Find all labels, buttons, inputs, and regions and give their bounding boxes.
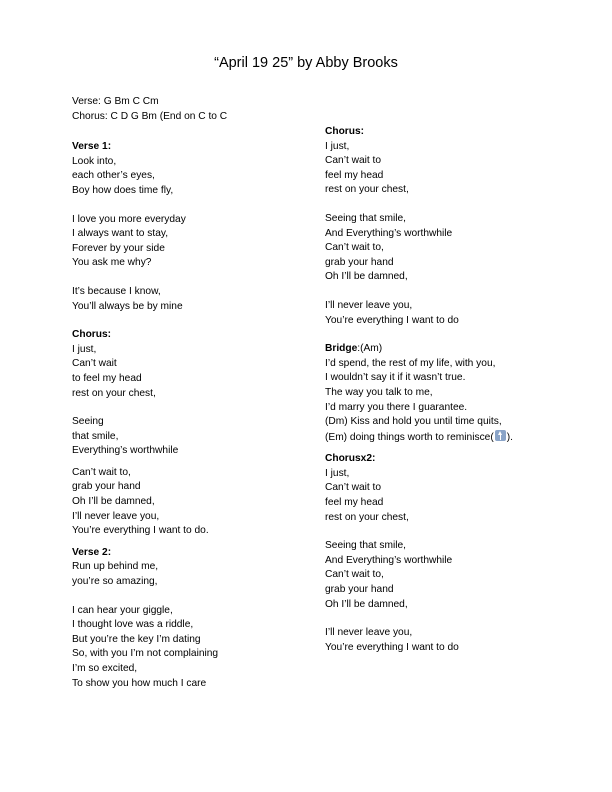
lyric-line: Seeing that smile, bbox=[325, 540, 406, 552]
lyric-line: You’re everything I want to do. bbox=[72, 525, 209, 537]
lyric-line: Forever by your side bbox=[72, 242, 165, 254]
chorus-heading: Chorus: bbox=[325, 126, 365, 137]
lyric-line: Boy how does time fly, bbox=[72, 184, 174, 196]
lyric-line: that smile, bbox=[72, 430, 119, 442]
lyric-line: I love you more everyday bbox=[72, 213, 186, 225]
lyric-line: You’ll always be by mine bbox=[72, 300, 183, 312]
left-column bbox=[72, 95, 312, 691]
bridge-heading-line bbox=[325, 342, 565, 357]
right-column bbox=[325, 125, 565, 655]
lyric-line: to feel my head bbox=[72, 372, 142, 384]
chorus-heading: Chorus: bbox=[72, 329, 112, 341]
lyric-line: I always want to stay, bbox=[72, 228, 169, 240]
lyric-line: The way you talk to me, bbox=[325, 386, 433, 398]
lyric-line: And Everything’s worthwhile bbox=[325, 554, 453, 566]
lyric-line: To show you how much I care bbox=[72, 677, 207, 689]
lyric-line: I’ll never leave you, bbox=[325, 299, 413, 311]
lyric-line: Can’t wait to bbox=[325, 155, 382, 167]
lyric-line: (Dm) Kiss and hold you until time quits, bbox=[325, 416, 502, 428]
bridge-last-line bbox=[325, 430, 565, 446]
bridge-heading: Bridge bbox=[325, 343, 358, 355]
lyric-line: Everything’s worthwhile bbox=[72, 445, 179, 457]
lyric-line: Can’t wait to, bbox=[325, 242, 384, 254]
bridge-chord: :(Am) bbox=[357, 343, 383, 355]
lyric-line: I just, bbox=[325, 467, 350, 479]
lyric-line: I’m so excited, bbox=[72, 663, 138, 674]
lyric-line: Look into, bbox=[72, 155, 117, 167]
lyric-line: Can’t wait to, bbox=[72, 466, 131, 478]
verse1-heading: Verse 1: bbox=[72, 141, 112, 153]
bridge-last-line-end: ). bbox=[506, 431, 513, 443]
lyric-line: I can hear your giggle, bbox=[72, 604, 173, 616]
chords-chorus: Chorus: C D G Bm (End on C to C bbox=[72, 110, 228, 122]
lyric-line: feel my head bbox=[325, 169, 384, 181]
lyric-line: grab your hand bbox=[325, 256, 394, 268]
lyric-line: I just, bbox=[325, 140, 350, 152]
lyric-line: You ask me why? bbox=[72, 257, 152, 269]
lyric-line: I’ll never leave you, bbox=[72, 510, 160, 522]
song-title: “April 19 25” by Abby Brooks bbox=[214, 55, 398, 71]
lyric-line: But you’re the key I’m dating bbox=[72, 633, 201, 645]
bridge-last-line-start: (Em) doing things worth to reminisce( bbox=[325, 431, 494, 443]
lyric-line: Can’t wait to, bbox=[325, 569, 384, 581]
up-arrow-icon bbox=[495, 430, 506, 441]
lyric-line: rest on your chest, bbox=[325, 511, 409, 523]
verse2-heading: Verse 2: bbox=[72, 546, 112, 558]
lyric-line: feel my head bbox=[325, 497, 384, 509]
lyric-line: Seeing bbox=[72, 416, 104, 428]
lyric-line: I’d spend, the rest of my life, with you, bbox=[325, 357, 496, 369]
lyric-line: I just, bbox=[72, 343, 97, 355]
lyric-line: rest on your chest, bbox=[325, 184, 409, 196]
chords-verse: Verse: G Bm C Cm bbox=[72, 96, 159, 107]
lyric-line: I thought love was a riddle, bbox=[72, 619, 194, 631]
lyric-line: rest on your chest, bbox=[72, 387, 156, 399]
lyric-line: Oh I’ll be damned, bbox=[325, 271, 408, 283]
lyric-line: Can’t wait bbox=[72, 358, 117, 370]
lyric-line: I’ll never leave you, bbox=[325, 627, 413, 639]
lyric-line: Can’t wait to bbox=[325, 482, 382, 494]
lyric-line: Oh I’ll be damned, bbox=[325, 598, 408, 610]
lyric-line: grab your hand bbox=[325, 584, 394, 596]
lyric-line: Run up behind me, bbox=[72, 561, 159, 573]
lyric-line: you’re so amazing, bbox=[72, 576, 158, 588]
lyric-line: And Everything’s worthwhile bbox=[325, 227, 453, 239]
lyric-line: grab your hand bbox=[72, 481, 141, 493]
chorus2-heading: Chorusx2: bbox=[325, 453, 376, 465]
lyric-line: You’re everything I want to do bbox=[325, 641, 459, 653]
lyric-line: each other’s eyes, bbox=[72, 170, 155, 182]
lyric-line: So, with you I’m not complaining bbox=[72, 648, 219, 660]
lyric-line: Seeing that smile, bbox=[325, 212, 406, 224]
lyric-line: It’s because I know, bbox=[72, 285, 161, 297]
lyric-line: You’re everything I want to do bbox=[325, 314, 459, 326]
lyric-line: I’d marry you there I guarantee. bbox=[325, 401, 468, 413]
lyric-line: Oh I’ll be damned, bbox=[72, 496, 155, 508]
lyric-line: I wouldn’t say it if it wasn’t true. bbox=[325, 372, 466, 384]
